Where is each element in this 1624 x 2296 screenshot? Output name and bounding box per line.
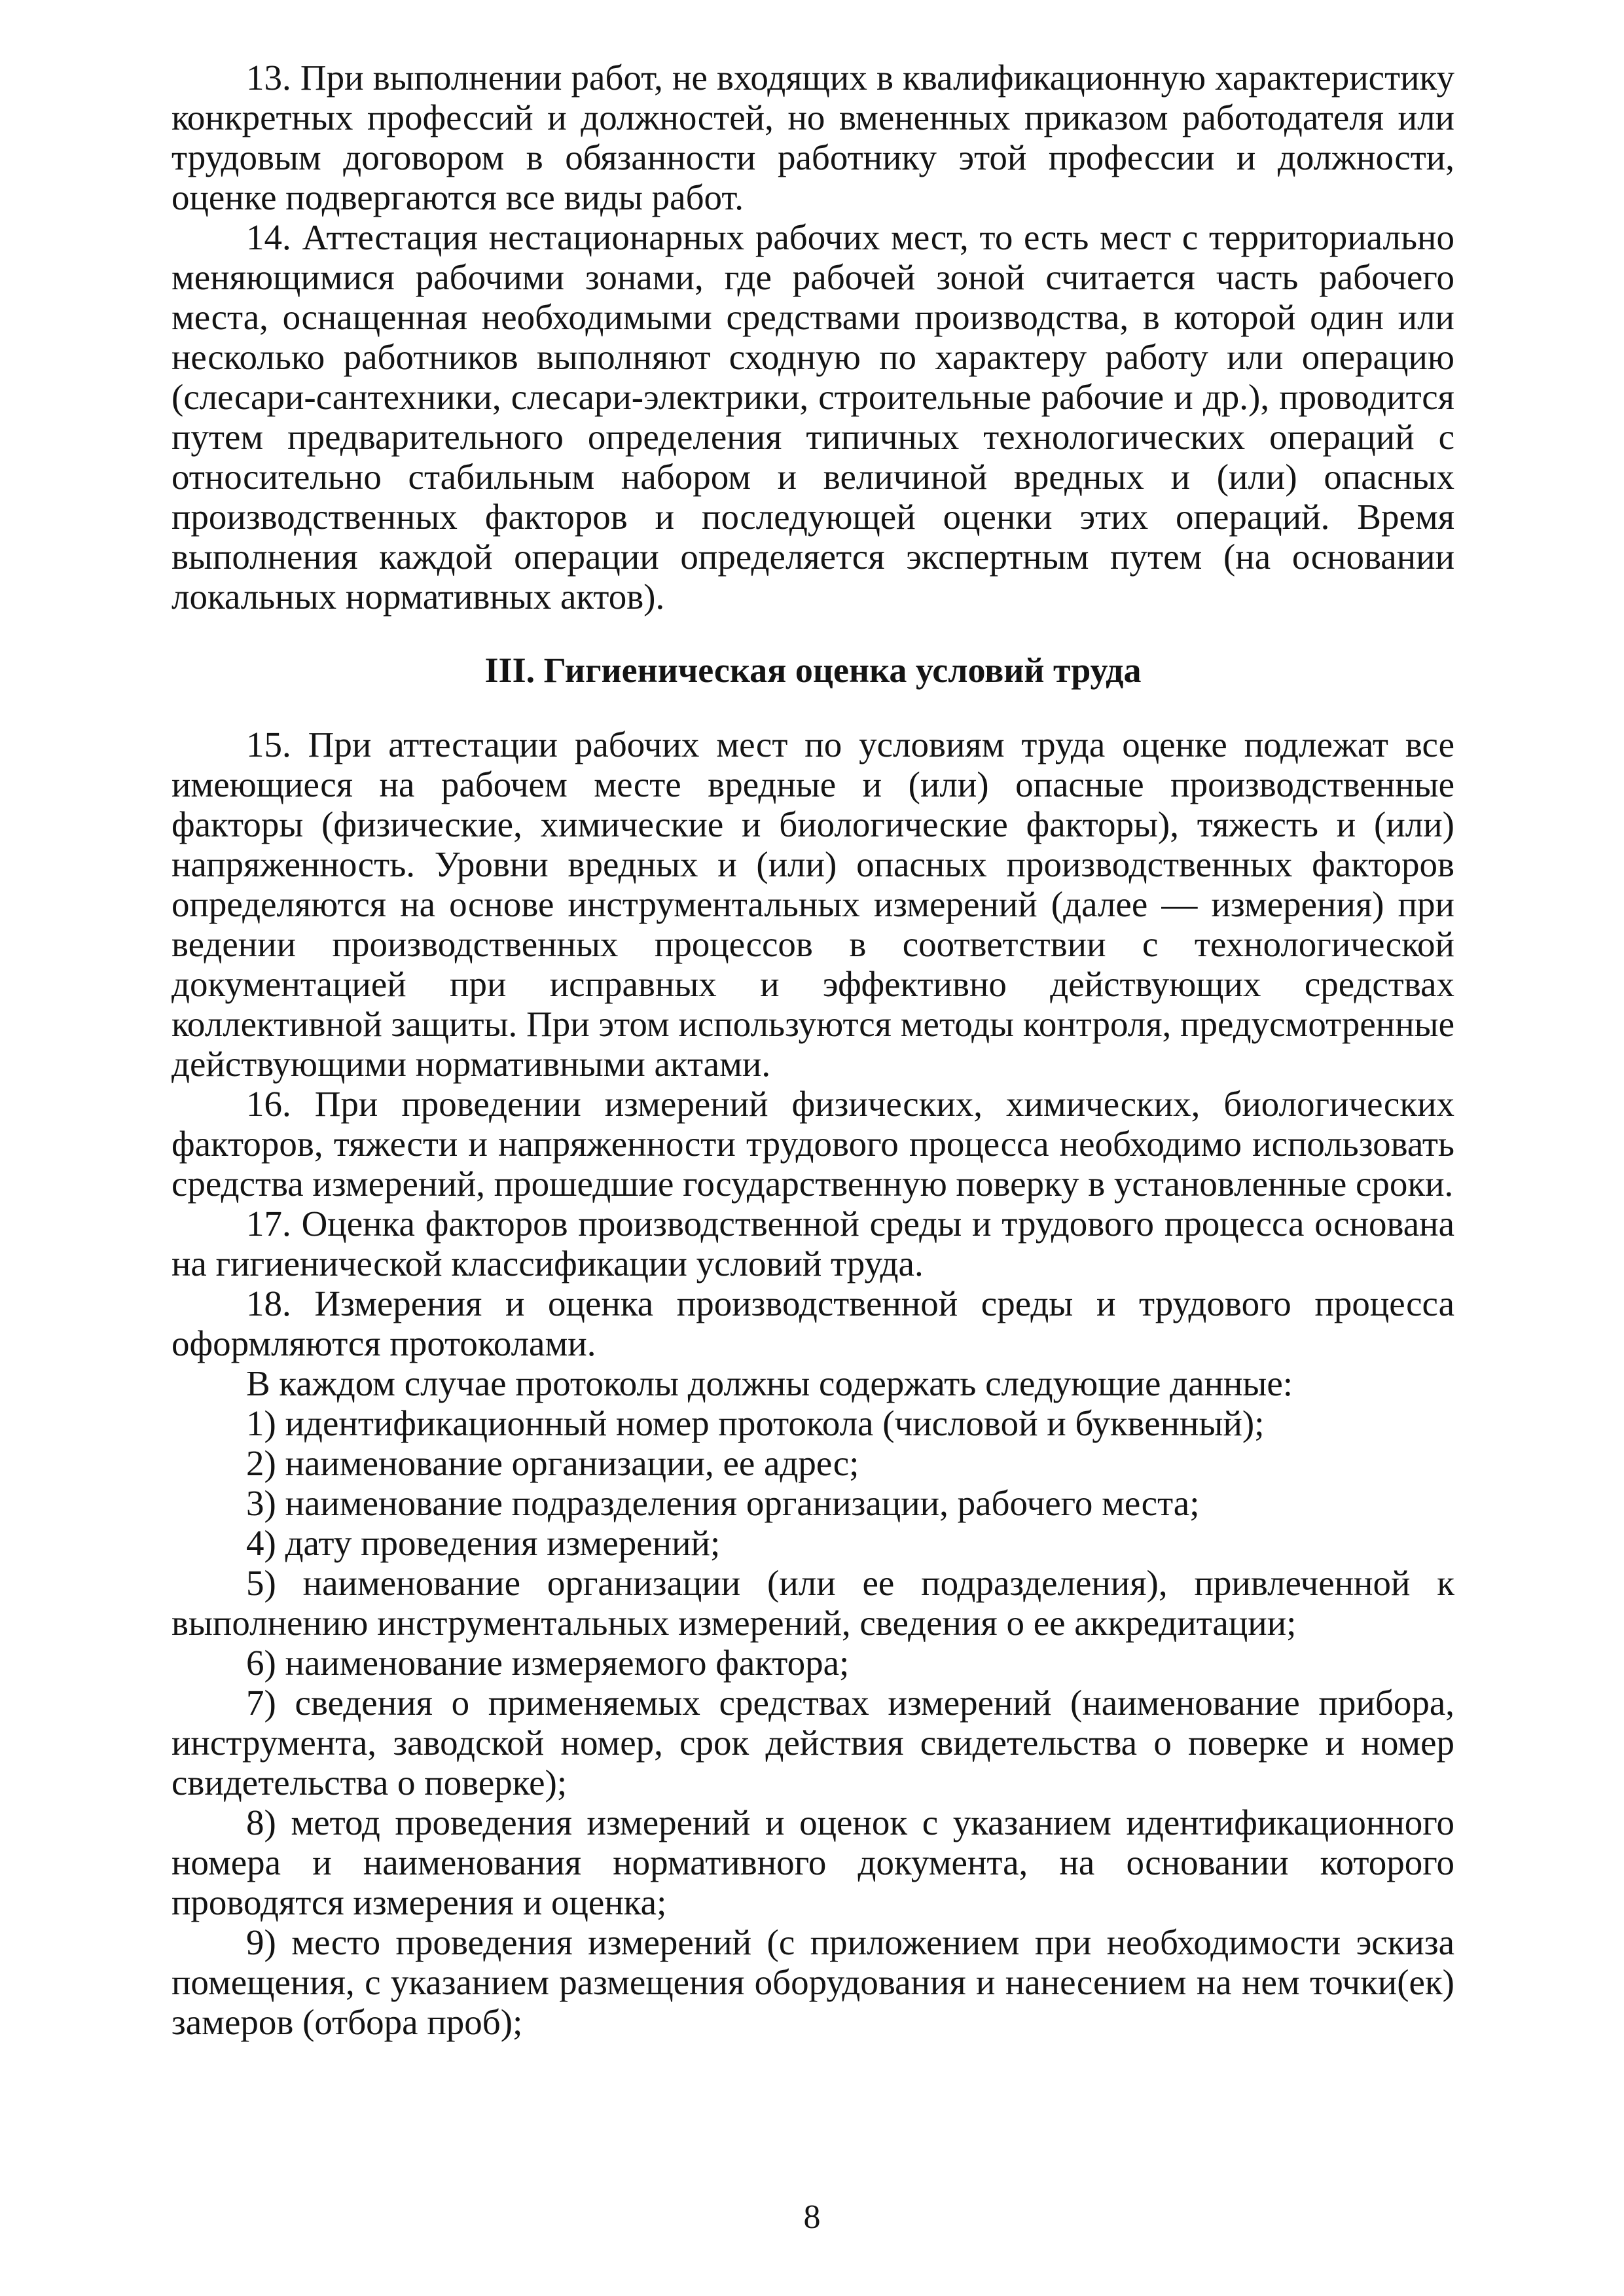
list-item-8: 8) метод проведения измерений и оценок с указанием идентификационного номера и наименования нормативного документа, на основании которого проводятся измерения и оценка; xyxy=(171,1803,1454,1922)
paragraph-18: 18. Измерения и оценка производственной среды и трудового процесса оформляются протоколами. xyxy=(171,1283,1454,1363)
list-item-4: 4) дату проведения измерений; xyxy=(246,1523,721,1563)
paragraph-17: 17. Оценка факторов производственной среды и трудового процесса основана на гигиенической классификации условий труда. xyxy=(171,1204,1454,1283)
paragraph-15: 15. При аттестации рабочих мест по условиям труда оценке подлежат все имеющиеся на рабочем месте вредные и (или) опасные производственные факторы (физические, химические и биологические факторы), тяжесть и (или) напряженность. Уровни вредных и (или) опасных производственных факторов определяются на основе инструментальных измерений (далее — измерения) при ведении производственных процессов в соответствии с технологической документацией при исправных и эффективно действующих средствах коллективной защиты. При этом используются методы контроля, предусмотренные действующими нормативными актами. xyxy=(171,725,1454,1084)
list-item-6: 6) наименование измеряемого фактора; xyxy=(246,1643,850,1683)
paragraph-13: 13. При выполнении работ, не входящих в квалификационную характеристику конкретных профессий и должностей, но вмененных приказом работодателя или трудовым договором в обязанности работнику этой профессии и должности, оценке подвергаются все виды работ. xyxy=(171,58,1454,217)
section-heading: III. Гигиеническая оценка условий труда xyxy=(484,651,1142,690)
list-item-7: 7) сведения о применяемых средствах измерений (наименование прибора, инструмента, заводской номер, срок действия свидетельства о поверке и номер свидетельства о поверке); xyxy=(171,1683,1454,1803)
list-item-3: 3) наименование подразделения организации, рабочего места; xyxy=(246,1483,1200,1523)
paragraph-16: 16. При проведении измерений физических, химических, биологических факторов, тяжести и напряженности трудового процесса необходимо использовать средства измерений, прошедшие государственную поверку в установленные сроки. xyxy=(171,1084,1454,1204)
paragraph-14: 14. Аттестация нестационарных рабочих мест, то есть мест с территориально меняющимися рабочими зонами, где рабочей зоной считается часть рабочего места, оснащенная необходимыми средствами производства, в которой один или несколько работников выполняют сходную по характеру работу или операцию (слесари-сантехники, слесари-электрики, строительные рабочие и др.), проводится путем предварительного определения типичных технологических операций с относительно стабильным набором и величиной вредных и (или) опасных производственных факторов и последующей оценки этих операций. Время выполнения каждой операции определяется экспертным путем (на основании локальных нормативных актов). xyxy=(171,217,1454,617)
list-item-2: 2) наименование организации, ее адрес; xyxy=(246,1443,859,1483)
protocol-intro: В каждом случае протоколы должны содержать следующие данные: xyxy=(246,1363,1293,1403)
page-number: 8 xyxy=(803,2198,821,2236)
list-item-5: 5) наименование организации (или ее подразделения), привлеченной к выполнению инструментальных измерений, сведения о ее аккредитации; xyxy=(171,1563,1454,1643)
document-page xyxy=(171,58,1454,2042)
list-item-9: 9) место проведения измерений (с приложением при необходимости эскиза помещения, с указанием размещения оборудования и нанесением на нем точки(ек) замеров (отбора проб); xyxy=(171,1922,1454,2042)
list-item-1: 1) идентификационный номер протокола (числовой и буквенный); xyxy=(246,1403,1265,1443)
